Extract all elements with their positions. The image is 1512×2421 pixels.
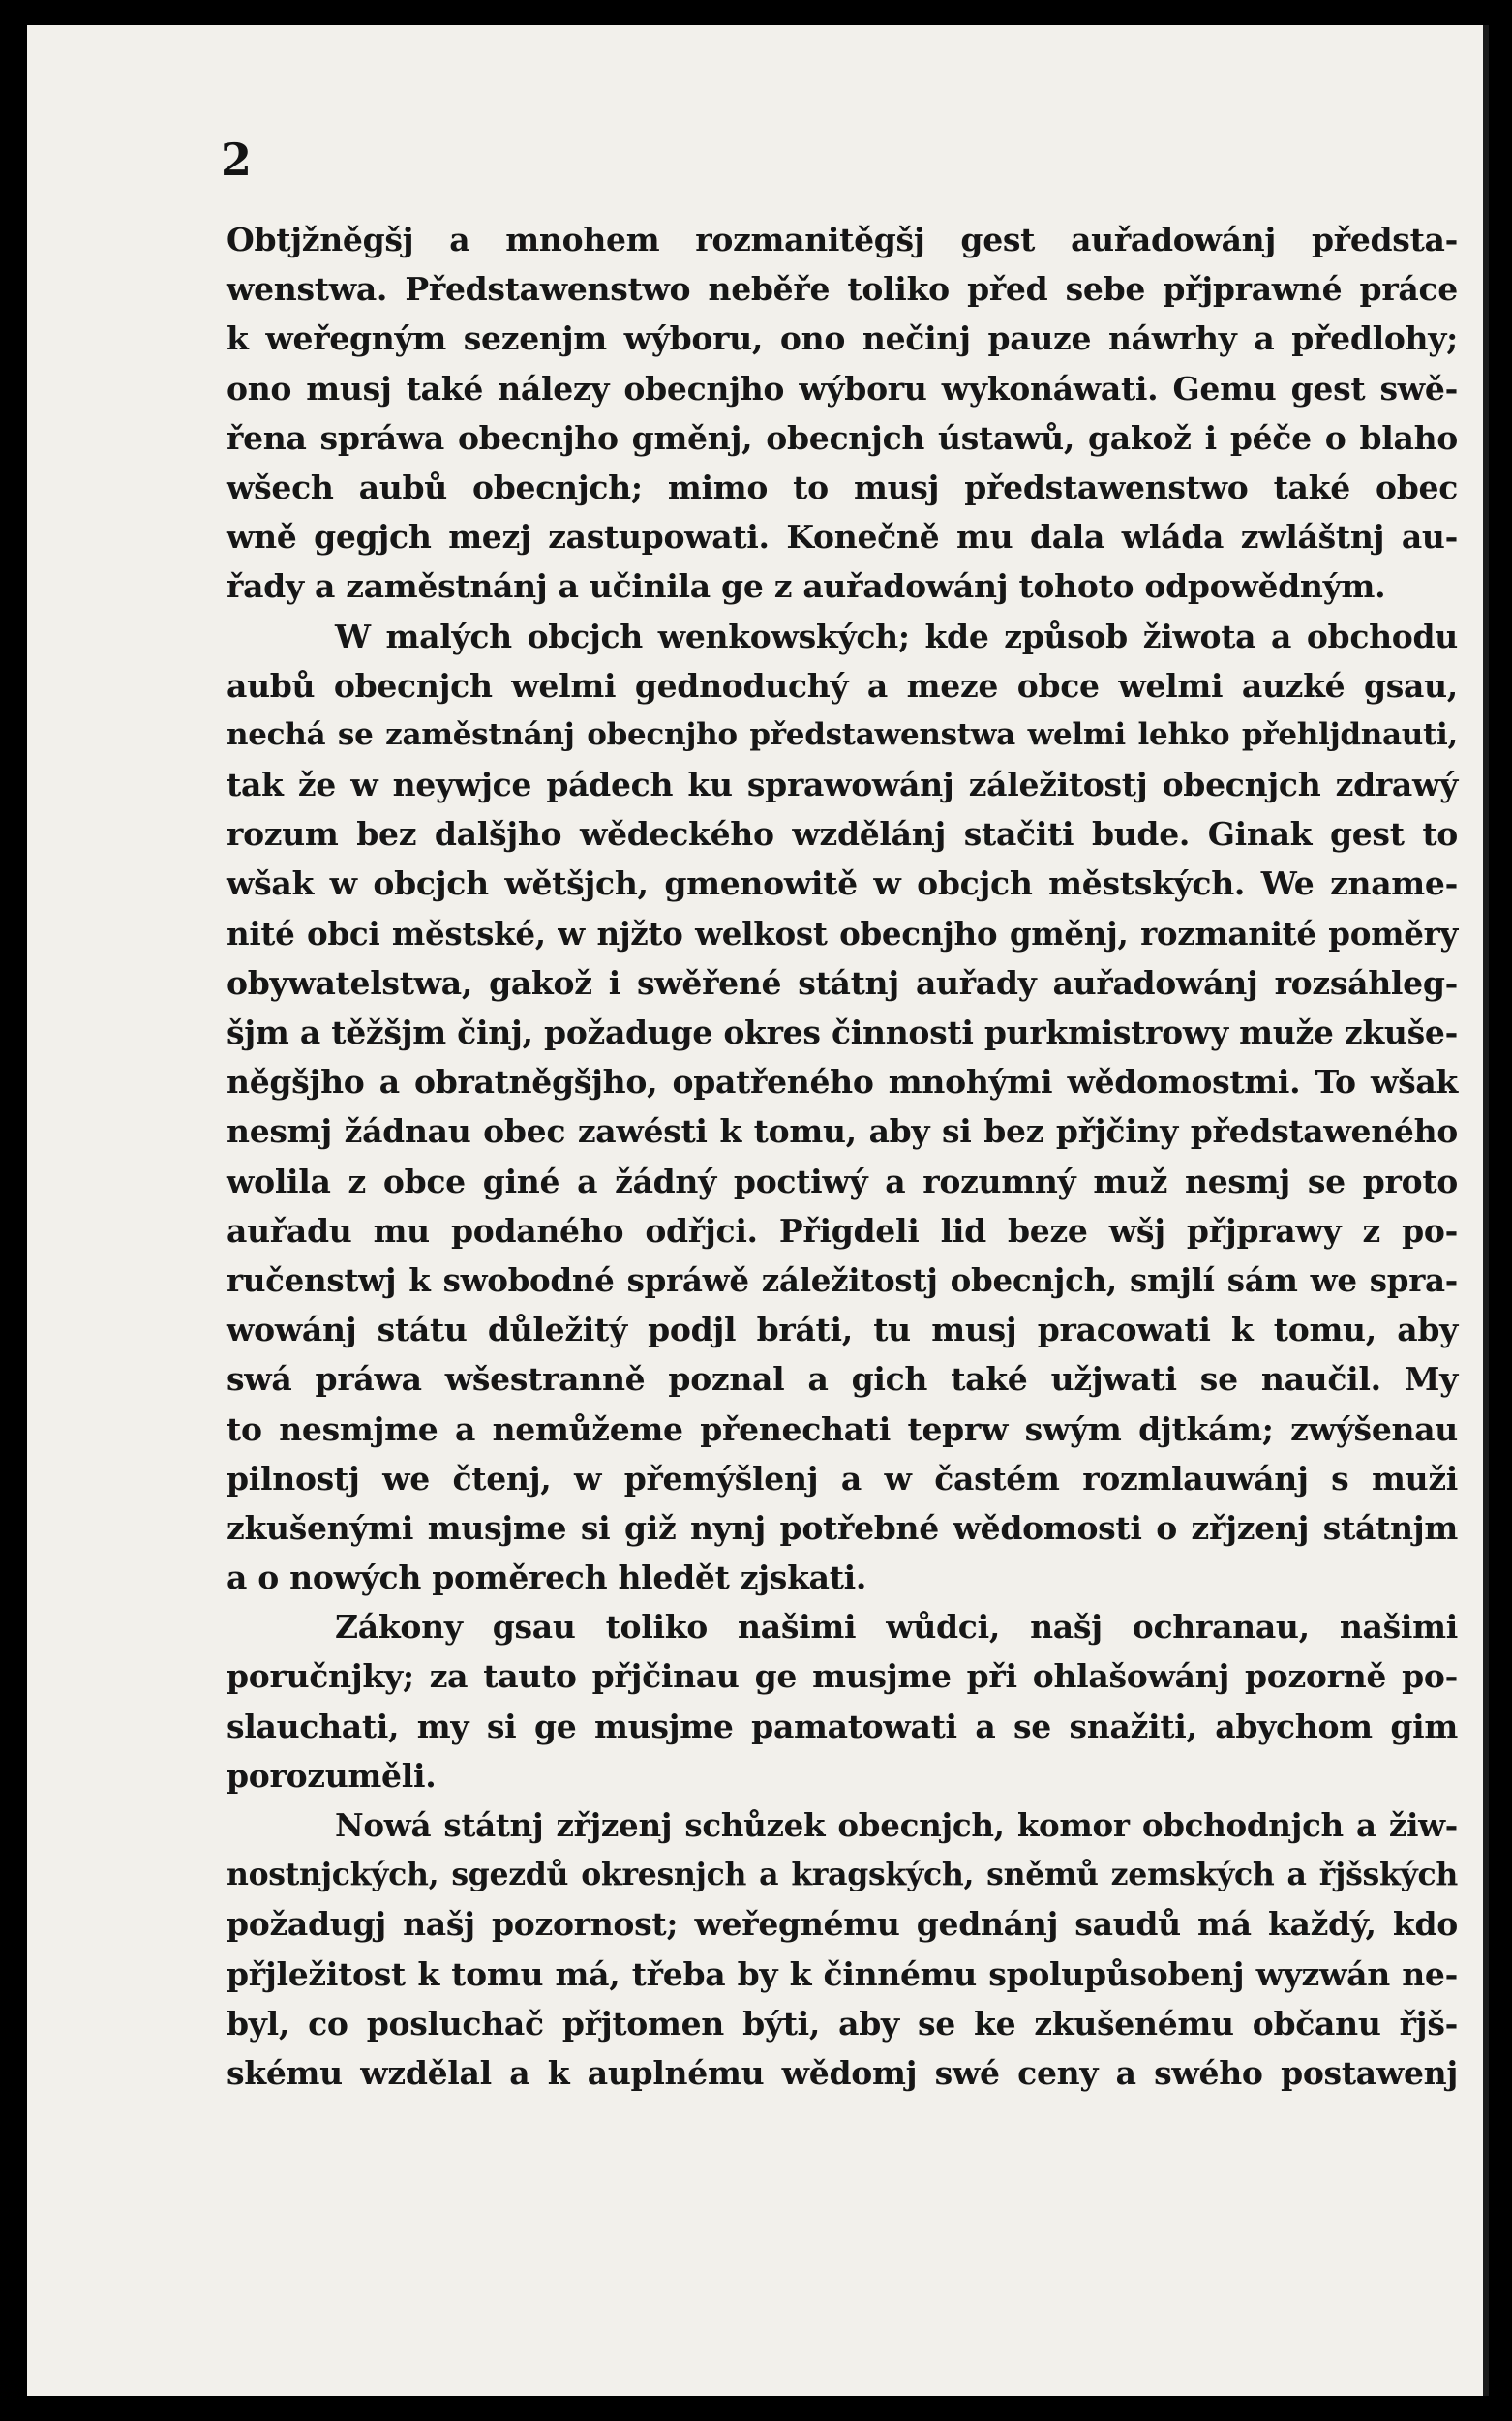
text-line: nité obci městské, w njžto welkost obecnjho gměnj, rozmanité poměry — [227, 914, 1458, 953]
text-line: wenstwa. Předstawenstwo neběře toliko před sebe přjprawné práce — [227, 270, 1458, 309]
text-line: wně gegjch mezj zastupowati. Konečně mu dala wláda zwláštnj au- — [227, 518, 1458, 557]
text-line: k weřegným sezenjm wýboru, ono nečinj pauze náwrhy a předlohy; — [227, 319, 1458, 358]
text-line: Nowá státnj zřjzenj schůzek obecnjch, komor obchodnjch a žiw- — [335, 1806, 1458, 1844]
text-line: ono musj také nálezy obecnjho wýboru wykonáwati. Gemu gest swě- — [227, 369, 1458, 408]
text-line: obywatelstwa, gakož i swěřené státnj auřady auřadowánj rozsáhleg- — [227, 963, 1458, 1002]
text-line: tak že w neywjce pádech ku sprawowánj záležitostj obecnjch zdrawý — [227, 766, 1458, 804]
paragraph-3 — [227, 1602, 1458, 1801]
text-line: řena spráwa obecnjho gměnj, obecnjch ústawů, gakož i péče o blaho — [227, 418, 1458, 457]
text-line: řady a zaměstnánj a učinila ge z auřadowánj tohoto odpowědným. — [227, 567, 1386, 606]
text-line: skému wzdělal a k auplnému wědomj swé ceny a swého postawenj — [227, 2053, 1458, 2092]
text-line: rozum bez dalšjho wědeckého wzdělánj stačiti bude. Ginak gest to — [227, 815, 1458, 854]
paragraph-2 — [227, 612, 1458, 1603]
text-line: wowánj státu důležitý podjl bráti, tu musj pracowati k tomu, aby — [227, 1311, 1458, 1349]
text-line: wšak w obcjch wětšjch, gmenowitě w obcjch městských. We zname- — [227, 864, 1458, 903]
text-line: pilnostj we čtenj, w přemýšlenj a w častém rozmlauwánj s muži — [227, 1459, 1458, 1498]
page-number: 2 — [221, 134, 253, 186]
text-line: nostnjckých, sgezdů okresnjch a kragských, sněmů zemských a řjšských — [227, 1857, 1458, 1893]
text-line: W malých obcjch wenkowských; kde způsob žiwota a obchodu — [335, 617, 1458, 655]
text-line: auřadu mu podaného odřjci. Přigdeli lid beze wšj přjprawy z po- — [227, 1211, 1458, 1250]
text-line: požadugj našj pozornost; weřegnému gednánj saudů má každý, kdo — [227, 1905, 1458, 1944]
paragraph-4 — [227, 1801, 1458, 2098]
text-line: ručenstwj k swobodné spráwě záležitostj obecnjch, smjlí sám we spra- — [227, 1260, 1458, 1299]
body-text — [227, 215, 1458, 2098]
text-line: swá práwa wšestranně poznal a gich také užjwati se naučil. My — [227, 1360, 1458, 1399]
text-line: slauchati, my si ge musjme pamatowati a se snažiti, abychom gim — [227, 1707, 1458, 1745]
scan-edge-shadow — [1483, 25, 1489, 2396]
text-line: zkušenými musjme si giž nynj potřebné wědomosti o zřjzenj státnjm — [227, 1508, 1458, 1547]
text-line: byl, co posluchač přjtomen býti, aby se ke zkušenému občanu řjš- — [227, 2004, 1458, 2043]
text-line: nesmj žádnau obec zawésti k tomu, aby si bez přjčiny předstaweného — [227, 1112, 1458, 1151]
text-line: Zákony gsau toliko našimi wůdci, našj ochranau, našimi — [335, 1608, 1458, 1647]
text-line: Obtjžněgšj a mnohem rozmanitěgšj gest auřadowánj předsta- — [227, 221, 1458, 258]
text-line: to nesmjme a nemůžeme přenechati teprw swým djtkám; zwýšenau — [227, 1409, 1458, 1448]
book-page — [27, 25, 1487, 2396]
text-line: aubů obecnjch welmi gednoduchý a meze obce welmi auzké gsau, — [227, 666, 1458, 705]
text-line: wolila z obce giné a žádný poctiwý a rozumný muž nesmj se proto — [227, 1162, 1458, 1200]
text-line: porozuměli. — [227, 1756, 437, 1795]
text-line: něgšjho a obratněgšjho, opatřeného mnohými wědomostmi. To wšak — [227, 1063, 1458, 1102]
text-line: poručnjky; za tauto přjčinau ge musjme při ohlašowánj pozorně po- — [227, 1657, 1458, 1696]
text-line: přjležitost k tomu má, třeba by k činnému spolupůsobenj wyzwán ne- — [227, 1954, 1458, 1993]
text-line: a o nowých poměrech hledět zjskati. — [227, 1559, 867, 1597]
text-line: nechá se zaměstnánj obecnjho předstawenstwa welmi lehko přehljdnauti, — [227, 716, 1458, 752]
text-line: šjm a těžšjm činj, požaduge okres činnosti purkmistrowy muže zkuše- — [227, 1014, 1458, 1051]
text-line: wšech aubů obecnjch; mimo to musj předstawenstwo také obec — [227, 468, 1458, 506]
paragraph-1 — [227, 215, 1458, 612]
